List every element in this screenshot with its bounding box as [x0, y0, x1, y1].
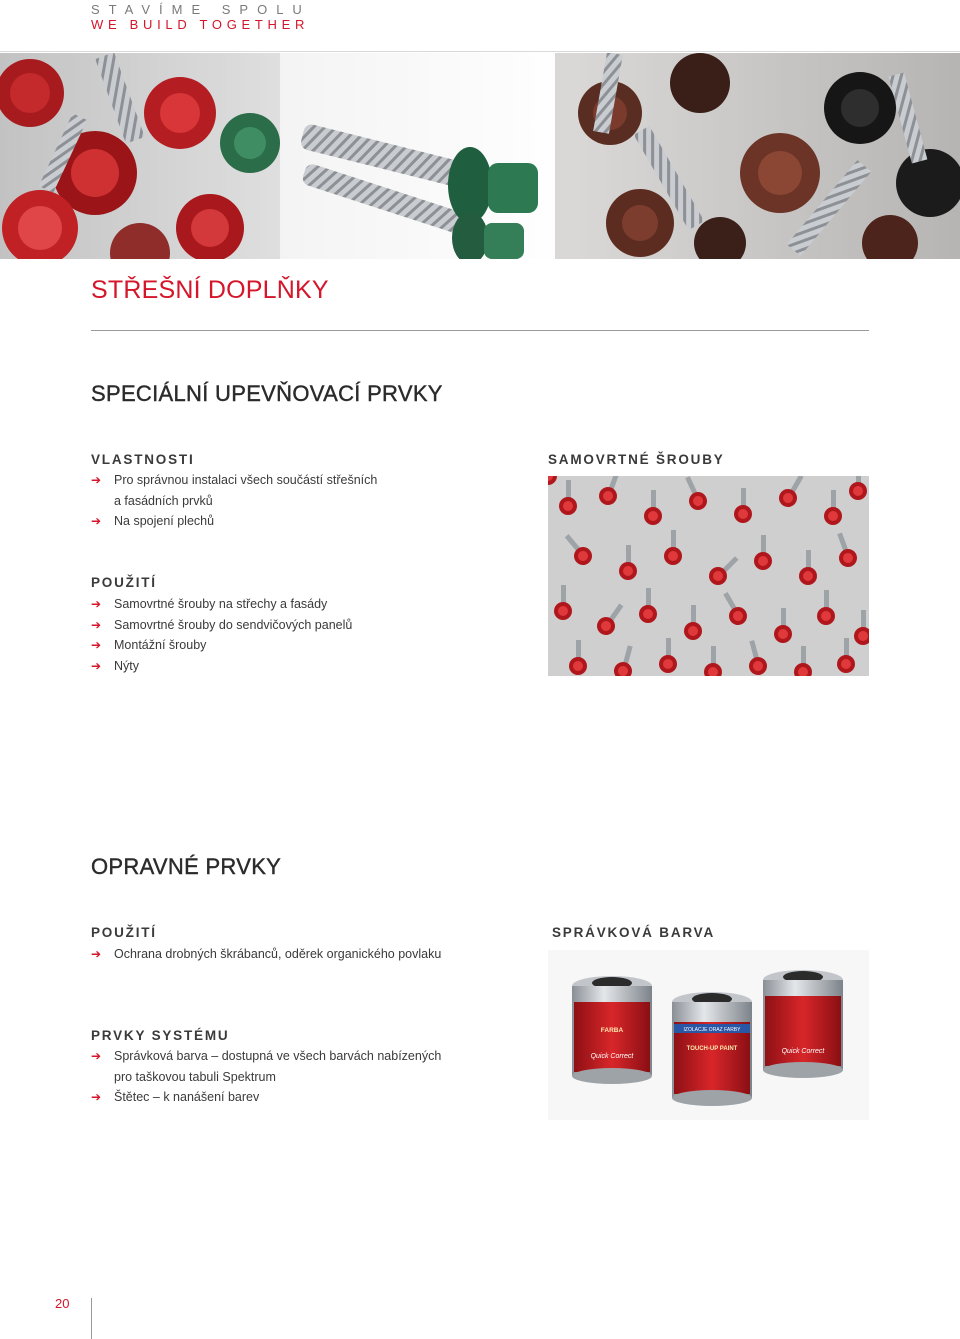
usage-heading: POUŽITÍ: [91, 575, 157, 590]
list-item: ➔ Pro správnou instalaci všech součástí střešních a fasádních prvků: [91, 470, 511, 511]
list-item: ➔ Správková barva – dostupná ve všech barvách nabízených pro taškovou tabuli Spektrum: [91, 1046, 531, 1087]
repair-usage-list: [91, 944, 531, 965]
header-divider: [0, 51, 960, 52]
can-brand-text: FARBA: [600, 1027, 624, 1034]
paint-cans-illustration: [548, 950, 869, 1120]
repair-usage-heading: POUŽITÍ: [91, 925, 157, 940]
banner-screws-photo: [0, 53, 960, 259]
screws-photo-heading: SAMOVRTNÉ ŠROUBY: [548, 452, 725, 467]
paint-photo-heading: SPRÁVKOVÁ BARVA: [552, 925, 716, 940]
arrow-right-icon: ➔: [91, 514, 102, 529]
red-screws-illustration: [548, 476, 869, 676]
list-item: ➔ Ochrana drobných škrábanců, oděrek organického povlaku: [91, 944, 531, 965]
can-touchup-text: TOUCH-UP PAINT: [686, 1046, 738, 1052]
list-item: ➔ Nýty: [91, 656, 511, 677]
footer-divider: [91, 1298, 92, 1339]
section-title: STŘEŠNÍ DOPLŇKY: [91, 276, 329, 304]
arrow-right-icon: ➔: [91, 1090, 102, 1105]
can-line-text: Quick Correct: [781, 1048, 825, 1055]
repair-title: OPRAVNÉ PRVKY: [91, 854, 282, 879]
list-item: ➔ Samovrtné šrouby na střechy a fasády: [91, 594, 511, 615]
page-number: 20: [55, 1296, 70, 1311]
fixings-title: SPECIÁLNÍ UPEVŇOVACÍ PRVKY: [91, 381, 443, 406]
arrow-right-icon: ➔: [91, 638, 102, 653]
arrow-right-icon: ➔: [91, 617, 102, 632]
touch-up-paint-photo: [548, 950, 869, 1120]
section-divider: [91, 330, 869, 331]
list-item: ➔ Štětec – k nanášení barev: [91, 1087, 531, 1108]
tagline-en: WE BUILD TOGETHER: [91, 17, 310, 32]
arrow-right-icon: ➔: [91, 597, 102, 611]
list-item: ➔ Montážní šrouby: [91, 635, 511, 656]
can-line-text: Quick Correct: [590, 1053, 634, 1060]
properties-heading: VLASTNOSTI: [91, 452, 195, 467]
can-strip-text: IZOLACJE ORAZ FARBY: [683, 1027, 741, 1033]
arrow-right-icon: ➔: [91, 659, 102, 674]
arrow-right-icon: ➔: [91, 473, 102, 487]
tagline-cz: STAVÍME SPOLU: [91, 2, 311, 17]
screws-illustration: [0, 53, 960, 259]
list-item: ➔ Na spojení plechů: [91, 511, 511, 532]
self-drilling-screws-photo: [548, 476, 869, 676]
usage-list: [91, 594, 511, 677]
arrow-right-icon: ➔: [91, 1049, 102, 1063]
arrow-right-icon: ➔: [91, 947, 102, 961]
system-list: [91, 1046, 531, 1108]
list-item: ➔ Samovrtné šrouby do sendvičových panelů: [91, 615, 511, 636]
system-heading: PRVKY SYSTÉMU: [91, 1028, 230, 1043]
properties-list: [91, 470, 511, 532]
